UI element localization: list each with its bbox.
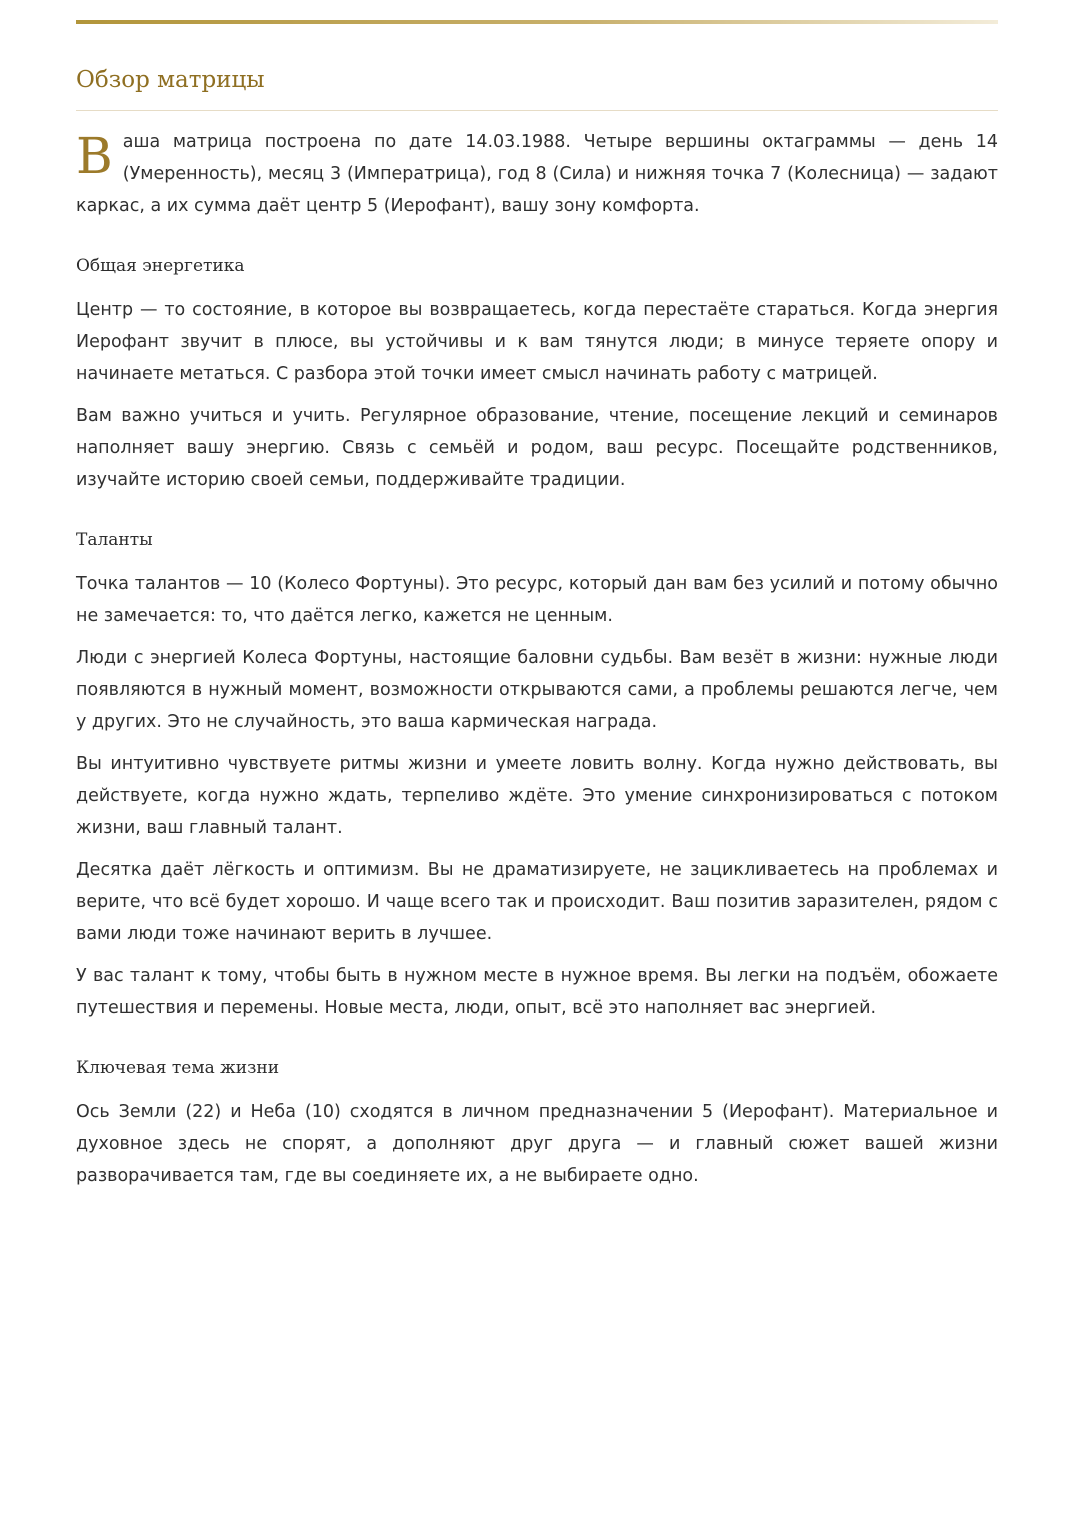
section-paragraph: Вы интуитивно чувствуете ритмы жизни и умеете ловить волну. Когда нужно действовать, вы действуете, когда нужно ждать, терпеливо ждёте. Это умение синхронизироваться с потоком жизни, ваш главный талант. [76,754,998,838]
section-paragraph: Десятка даёт лёгкость и оптимизм. Вы не драматизируете, не зацикливаетесь на проблемах и верите, что всё будет хорошо. И чаще всего так и происходит. Ваш позитив заразителен, рядом с вами люди тоже начинают верить в лучшее. [76,860,998,944]
intro-text: аша матрица построена по дате 14.03.1988. Четыре вершины октаграммы — день 14 (Умеренность), месяц 3 (Императрица), год 8 (Сила) и нижняя точка 7 (Колесница) — задают каркас, а их сумма даёт центр 5 (Иерофант), вашу зону комфорта. [76,132,998,216]
section-talents [76,522,998,1024]
section-key-life-theme [76,1050,998,1192]
section-general-energy [76,248,998,496]
section-heading: Общая энергетика [76,256,245,276]
section-paragraph: Вам важно учиться и учить. Регулярное образование, чтение, посещение лекций и семинаров наполняет вашу энергию. Связь с семьёй и родом, ваш ресурс. Посещайте родственников, изучайте историю своей семьи, поддерживайте традиции. [76,406,998,490]
title-divider [76,110,998,111]
top-decorative-rule [76,20,998,24]
section-paragraph: У вас талант к тому, чтобы быть в нужном месте в нужное время. Вы легки на подъём, обожаете путешествия и перемены. Новые места, люди, опыт, всё это наполняет вас энергией. [76,966,998,1018]
drop-cap: В [76,127,113,185]
intro-paragraph [76,126,998,222]
document-body [76,126,998,1192]
page-title: Обзор матрицы [76,67,265,93]
section-heading: Таланты [76,530,153,550]
section-paragraph: Ось Земли (22) и Неба (10) сходятся в личном предназначении 5 (Иерофант). Материальное и духовное здесь не спорят, а дополняют друг друга — и главный сюжет вашей жизни разворачивается там, где вы соединяете их, а не выбираете одно. [76,1102,998,1186]
section-paragraph: Центр — то состояние, в которое вы возвращаетесь, когда перестаёте стараться. Когда энергия Иерофант звучит в плюсе, вы устойчивы и к вам тянутся люди; в минусе теряете опору и начинаете метаться. С разбора этой точки имеет смысл начинать работу с матрицей. [76,300,998,384]
document-page [76,0,998,1521]
section-paragraph: Точка талантов — 10 (Колесо Фортуны). Это ресурс, который дан вам без усилий и потому обычно не замечается: то, что даётся легко, кажется не ценным. [76,574,998,626]
section-heading: Ключевая тема жизни [76,1058,280,1078]
section-paragraph: Люди с энергией Колеса Фортуны, настоящие баловни судьбы. Вам везёт в жизни: нужные люди появляются в нужный момент, возможности открываются сами, а проблемы решаются легче, чем у других. Это не случайность, это ваша кармическая награда. [76,648,998,732]
